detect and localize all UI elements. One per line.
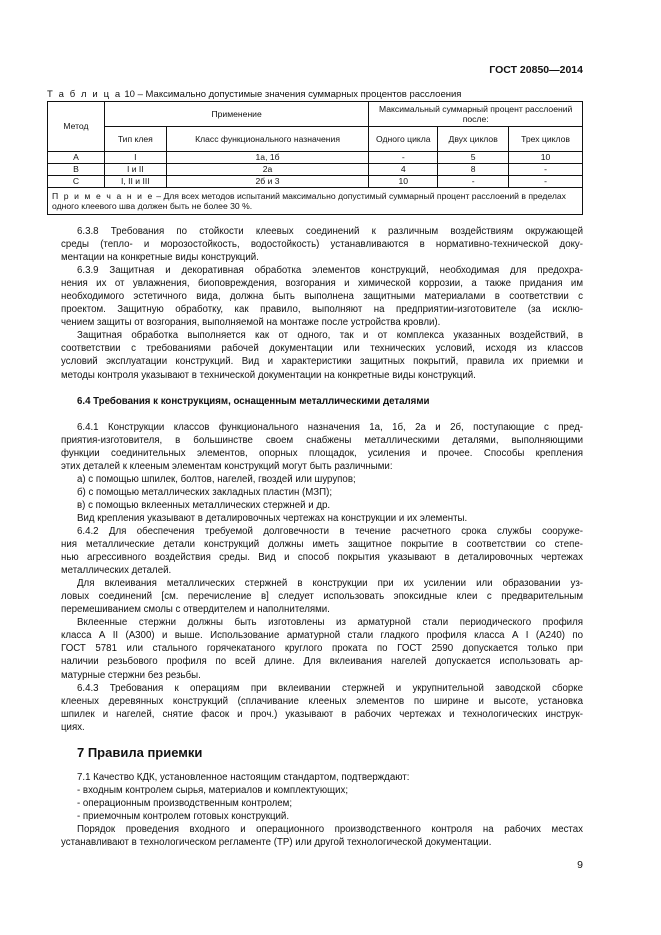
cell-method: А: [48, 152, 105, 164]
paragraph-protective-treatment-line: условий эксплуатации конструкций. Вид и характеристики защитных покрытий, правила их приемки и: [61, 356, 583, 368]
table-note: [48, 188, 583, 215]
cell-class: 2б и 3: [166, 176, 369, 188]
header-max-percent: Максимальный суммарный процент расслоений после:: [369, 102, 583, 127]
paragraph-glued-rods-line: класса А II (А300) и выше. Использование арматурной стали гладкого профиля класса А I (А240) по: [61, 630, 583, 642]
paragraph-6-4-3: 6.4.3 Требования к операциям при вклеивании стержней и укрупнительной заводской сборке: [77, 682, 583, 694]
table-note-label: П р и м е ч а н и е: [52, 190, 154, 201]
page-number: 9: [577, 859, 583, 871]
paragraph-6-3-9-line: необходимого эстетичного вида, должна быть выполнена защитными материалами в соответствии с: [61, 291, 583, 303]
paragraph-control-order: Порядок проведения входного и операционного производственного контроля на рабочих местах: [77, 823, 583, 835]
paragraph-gluing-rods-line: ловых соединений [см. перечисление в] следует использовать эпоксидные клеи с предварительным: [61, 591, 583, 603]
paragraph-control-order-line: устанавливают в технологическом регламенте (ТР) или другой технологической документации.: [61, 837, 492, 849]
cell-class: 1а, 1б: [166, 152, 369, 164]
cell-two-cycles: 8: [438, 164, 509, 176]
document-code: ГОСТ 20850—2014: [489, 64, 583, 76]
paragraph-glued-rods: Вклеенные стержни должны быть изготовлены из арматурной стали периодического профиля: [77, 617, 583, 629]
cell-one-cycle: -: [369, 152, 438, 164]
header-class: Класс функционального назначения: [166, 127, 369, 152]
paragraph-6-3-8-line: среды (тепло- и морозостойкость, водостойкость) устанавливаются в нормативно-технической доку-: [61, 239, 583, 251]
header-method: Метод: [48, 102, 105, 152]
subsection-heading-6-4: 6.4 Требования к конструкциям, оснащенным металлическими деталями: [77, 395, 430, 407]
paragraph-6-4-2-line: металлических деталей.: [61, 565, 172, 577]
document-body: [61, 225, 583, 849]
paragraph-glued-rods-line: ГОСТ 5781 или стального горячекатаного круглого проката по ГОСТ 2590 допускается только при: [61, 643, 583, 655]
paragraph-gluing-rods-line: перемешиванием смолы с отвердителем и наполнителями.: [61, 604, 330, 616]
paragraph-6-3-8: 6.3.8 Требования по стойкости клеевых соединений к различным воздействиям окружающей: [77, 226, 583, 237]
paragraph-protective-treatment-line: методы контроля указывают в технической документации на конкретные виды конструкций.: [61, 369, 476, 381]
paragraph-6-4-1-line: этих деталей к клееным элементам конструкций могут быть различными:: [61, 460, 393, 472]
paragraph-6-3-9-line: проектом. Защитную обработку, как правило, выполняют на предприятии-изготовителе (за исклю-: [61, 304, 583, 316]
cell-class: 2а: [166, 164, 369, 176]
cell-glue: I, II и III: [104, 176, 166, 188]
paragraph-6-3-9: 6.3.9 Защитная и декоративная обработка элементов конструкций, необходимая для предохра-: [77, 265, 583, 277]
paragraph-fixing-type: Вид крепления указывают в деталировочных чертежах на конструкции и их элементы.: [77, 512, 468, 524]
header-three-cycles: Трех циклов: [509, 127, 583, 152]
header-two-cycles: Двух циклов: [438, 127, 509, 152]
cell-glue: I и II: [104, 164, 166, 176]
paragraph-glued-rods-line: наличии резьбового профиля по всей длине. Для вклеивания нагелей допускается использовать ар-: [61, 656, 583, 668]
paragraph-protective-treatment-line: соответствии с требованиями рабочей документации или технических условий, исходя из классов: [61, 343, 583, 355]
table-caption-prefix: Т а б л и ц а: [47, 89, 122, 100]
list-item: - операционным производственным контролем;: [77, 797, 293, 809]
table-note-text: – Для всех методов испытаний максимально допустимый суммарный процент расслоений в пределах одного клеевого шва должен быть не более 30 %.: [52, 190, 566, 211]
list-item: в) с помощью вклеенных металлических стержней и др.: [77, 499, 331, 511]
cell-three-cycles: 10: [509, 152, 583, 164]
header-application: Применение: [104, 102, 368, 127]
paragraph-6-3-9-line: чением защиты от возгорания, выполняемой на монтаже после устройства кровли).: [61, 317, 441, 329]
paragraph-glued-rods-line: матурные стержни без резьбы.: [61, 669, 201, 681]
paragraph-6-4-2-line: ния металлические детали конструкций должны иметь защитное покрытие в соответствии со степе-: [61, 539, 583, 551]
list-item: б) с помощью металлических закладных пластин (МЗП);: [77, 486, 333, 498]
header-glue-type: Тип клея: [104, 127, 166, 152]
paragraph-6-4-1-line: приятия-изготовителя, в большинстве своем снабжены металлическими деталями, выполняющими: [61, 434, 583, 446]
cell-three-cycles: -: [509, 164, 583, 176]
paragraph-6-3-8-line: ментации на конкретные виды конструкций.: [61, 252, 259, 264]
paragraph-protective-treatment: Защитная обработка выполняется как от одного, так и от комплекса указанных воздействий, в: [77, 330, 583, 342]
paragraph-6-4-3-line: шпилек и нагелей, снятие фасок и проч.) указывают в рабочих чертежах и технологических инструк-: [61, 708, 583, 720]
cell-method: В: [48, 164, 105, 176]
cell-one-cycle: 4: [369, 164, 438, 176]
paragraph-6-4-2-line: нью агрессивного воздействия среды. Вид и способ покрытия указывают в деталировочных чертежах: [61, 552, 583, 564]
paragraph-6-4-3-line: клееных деревянных конструкций (сплачивание клееных элементов по ширине и высоте, установка: [61, 695, 583, 707]
paragraph-6-4-1: 6.4.1 Конструкции классов функционального назначения 1а, 1б, 2а и 2б, поступающие с пред-: [77, 421, 583, 433]
list-item: - входным контролем сырья, материалов и комплектующих;: [77, 784, 349, 796]
section-heading-7: 7 Правила приемки: [77, 744, 203, 760]
cell-two-cycles: 5: [438, 152, 509, 164]
cell-method: С: [48, 176, 105, 188]
table-row: [48, 176, 583, 188]
cell-glue: I: [104, 152, 166, 164]
cell-two-cycles: -: [438, 176, 509, 188]
paragraph-gluing-rods: Для вклеивания металлических стержней в конструкции при их усилении или образовании уз-: [77, 578, 583, 590]
list-item: - приемочным контролем готовых конструкций.: [77, 810, 290, 822]
paragraph-6-3-9-line: нения их от увлажнения, биоповреждения, возгорания и химической коррозии, а также придания им: [61, 278, 583, 290]
cell-one-cycle: 10: [369, 176, 438, 188]
header-one-cycle: Одного цикла: [369, 127, 438, 152]
paragraph-6-4-1-line: функции соединительных элементов, опорных площадок, усиления и прочее. Способы крепления: [61, 447, 583, 459]
list-item: а) с помощью шпилек, болтов, нагелей, гвоздей или шурупов;: [77, 473, 356, 485]
table-caption: [47, 89, 587, 100]
table-row: [48, 152, 583, 164]
table-row: [48, 164, 583, 176]
paragraph-6-4-2: 6.4.2 Для обеспечения требуемой долговечности в течение расчетного срока службы сооруже-: [77, 525, 583, 537]
delamination-table: [47, 101, 583, 215]
cell-three-cycles: -: [509, 176, 583, 188]
paragraph-6-4-3-line: циях.: [61, 721, 85, 733]
paragraph-7-1: 7.1 Качество КДК, установленное настоящим стандартом, подтверждают:: [77, 771, 410, 783]
table-caption-text: 10 – Максимально допустимые значения суммарных процентов расслоения: [121, 89, 462, 100]
